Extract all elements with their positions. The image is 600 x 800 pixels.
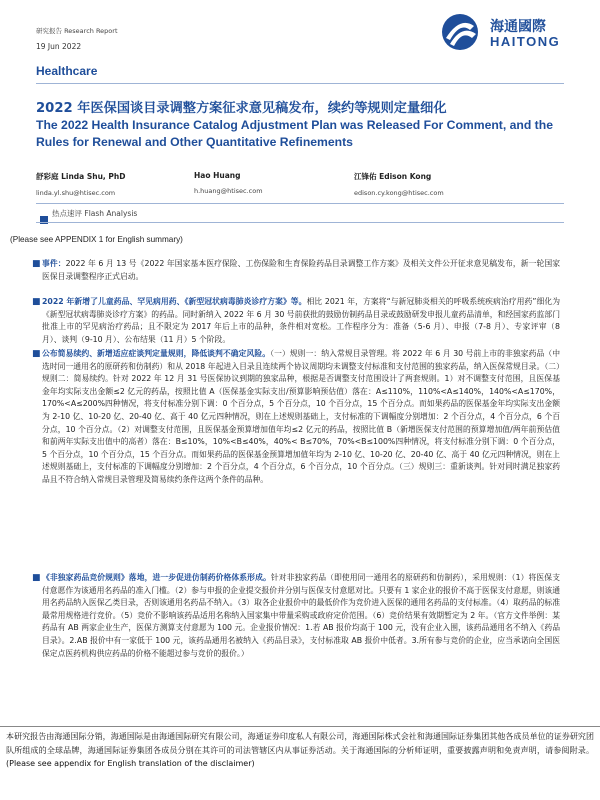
author-email[interactable]: h.huang@htisec.com [194, 187, 263, 195]
author-3 [354, 171, 514, 197]
author-name: 江锋佑 Edison Kong [354, 172, 432, 181]
title-english: The 2022 Health Insurance Catalog Adjustment Plan was Released For Comment, and the Rules for Renewal and Other Quantitative Refinements [36, 118, 553, 149]
flash-divider [36, 222, 564, 223]
bullet-text: 2022 年 6 月 13 号《2022 年国家基本医疗保险、工伤保险和生育保险药品目录调整工作方案》及相关文件公开征求意见稿发布，新一轮国家医保目录调整程序正式启动。 [42, 259, 560, 281]
bullet-bidding-rules [32, 572, 560, 660]
sector-label: Healthcare [36, 64, 98, 78]
footer-disclaimer: 本研究报告由海通国际分销，海通国际是由海通国际研究有限公司，海通证券印度私人有限公司，海通国际株式会社和海通国际证券集团其他各成员单位的证券研究团队所组成的全球品牌，海通国际证券集团各成员分别在其许可的司法管辖区内从事证券活动。关于海通国际的分析师证明，重要披露声明和免责声明，请参阅附录。(Please see appendix for English translation of the disclaimer) [6, 732, 594, 769]
bullet-dot-icon: ■ [32, 297, 41, 307]
bullet-lead: 《非独家药品竞价规则》落地，进一步促进仿制药价格体系形成。 [42, 573, 271, 582]
bullet-dot-icon: ■ [32, 573, 41, 583]
bullet-text: （一）规则一：纳入常规目录管理。将 2022 年 6 月 30 号前上市的非独家药品（中选时同一通用名的原研药和仿制药）和从 2018 年起进入目录且连续两个协议周期均未调整支付标准和支付范围的独家药品，纳入医保常规目录。（二）规则二：简易续约。针对 2022 年 12 月 31 号医保协议到期的独家品种，根据是否调整支付范围设计了两套规则。1）对不调整支付范围，且医保基金年均实际支出金额≤2 亿元的药品，按照比值 A（医保基金实际支出/预算影响预估值）落在：A≤110%，110%<A≤140%，140%<A≤170%，170%<A≤200%四种情况，将支付标准分别下调：0 个百分点，5 个百分点，10 个百分点，15 个百分点。而如果药品的医保基金年均实际支出金额为 2-10 亿、10-20 亿、20-40 亿、高于 40 亿元四种情况，则在上述规则基础上，支付标准的下调幅度分别增加：2 个百分点，4 个百分点，6 个百分点，10 个百分点。（2）对调整支付范围，且医保基金预算增加值年均≤2 亿元的药品，按照比值 B（新增医保支付范围的预算增加值/两年前预估值和前两年实际支出值中的高者）落在：B≤10%，10%<B≤40%，40%< B≤70%，70%<B≤100%四种情况，将支付标准分别下调：0 个百分点，5 个百分点，10 个百分点，15 个百分点。而如果药品的医保基金预算增加值年均为 2-10 亿、10-20 亿、20-40 亿、高于 40 亿元四种情况，则在上述规则基础上，支付标准的下调幅度分别增加：2 个百分点，4 个百分点，6 个百分点，10 个百分点。（三）规则三：重新谈判。针对同时满足独家药品且不符合纳入常规目录管理及简易续约条件这两个条件的品种。 [42, 349, 560, 484]
author-email[interactable]: edison.cy.kong@htisec.com [354, 189, 444, 197]
author-email[interactable]: linda.yl.shu@htisec.com [36, 189, 116, 197]
title-chinese: 2022 年医保国谈目录调整方案征求意见稿发布，续约等规则定量细化 [36, 101, 447, 116]
header-divider [36, 83, 564, 84]
footer-divider [0, 726, 600, 727]
flash-analysis-label: 热点速评 Flash Analysis [52, 209, 138, 218]
report-type: 研究报告 Research Report [36, 27, 118, 35]
author-name: Hao Huang [194, 171, 241, 180]
author-1 [36, 171, 196, 197]
bullet-text: 针对非独家药品（即使用同一通用名的原研药和仿制药），采用规则：（1）将医保支付意愿作为该通用名药品的准入门槛。（2）参与申报的企业提交报价并分别与医保支付意愿对比。只要有 1 家企业的报价不高于医保支付意愿，则该通用名药品纳入医保乙类目录，否则该通用名药品不纳入。（3）取各企业报价中的最低价作为竞价进入医保的通用名药品的支付标准。（4）取药品的标准最常用规格进行竞价。（5）竞价不影响该药品适用名称纳入国家集中带量采购或政府定价范围。（6）竞价结果有效期暂定为 2 年。（官方文件举例：某药品有 AB 两家企业生产，医保方测算支付意愿为 100 元。企业报价情况：1.若 AB 报价均高于 100 元，没有企业入围，该药品通用名不纳入《药品目录》。2.AB 报价中有一家低于 100 元，该药品通用名被纳入《药品目录》，支付标准取 AB 报价中低者。3.所有参与竞价的企业，应当承诺向全国医保定点医药机构供应药品的价格不能超过参与竞价的报价。） [42, 573, 560, 658]
bullet-event [32, 258, 560, 283]
bullet-lead: 事件： [42, 259, 66, 268]
author-2 [194, 171, 354, 195]
author-name: 舒彩庭 Linda Shu, PhD [36, 172, 126, 181]
appendix-note: (Please see APPENDIX 1 for English summary) [10, 235, 183, 244]
bullet-text: 相比 2021 年，方案将“与新冠肺炎相关的呼吸系统疾病治疗用药”细化为《新型冠状病毒肺炎诊疗方案》的药品。同时新纳入 2022 年 6 月 30 号前获批的鼓励仿制药品目录或鼓励研发申报儿童药品清单，和经国家药监部门批准上市的罕见病治疗药品；且不限定为 2017 年后上市的品种，条件相对宽松。工作程序分为：准备（5-6 月）、申报（7-8 月）、专家评审（8 月）、谈判（9-10 月）、公布结果（11 月）5 个阶段。 [42, 297, 561, 344]
haitong-logo [440, 10, 590, 54]
bullet-lead: 公布简易续约、新增适应症谈判定量规则，降低谈判不确定风险。 [42, 349, 271, 358]
haitong-logo-mark-icon [440, 12, 486, 52]
logo-cn-text: 海通國際 [490, 19, 546, 35]
bullet-lead: 2022 年新增了儿童药品、罕见病用药、《新型冠状病毒肺炎诊疗方案》等。 [42, 297, 307, 306]
bullet-new-categories [32, 296, 561, 346]
bullet-dot-icon: ■ [32, 349, 41, 359]
report-date: 19 Jun 2022 [36, 42, 82, 51]
bullet-dot-icon: ■ [32, 259, 41, 269]
bullet-renewal-rules [32, 348, 560, 487]
logo-en-text: HAITONG [490, 34, 561, 49]
author-divider [36, 203, 564, 204]
flash-icon [40, 209, 48, 217]
